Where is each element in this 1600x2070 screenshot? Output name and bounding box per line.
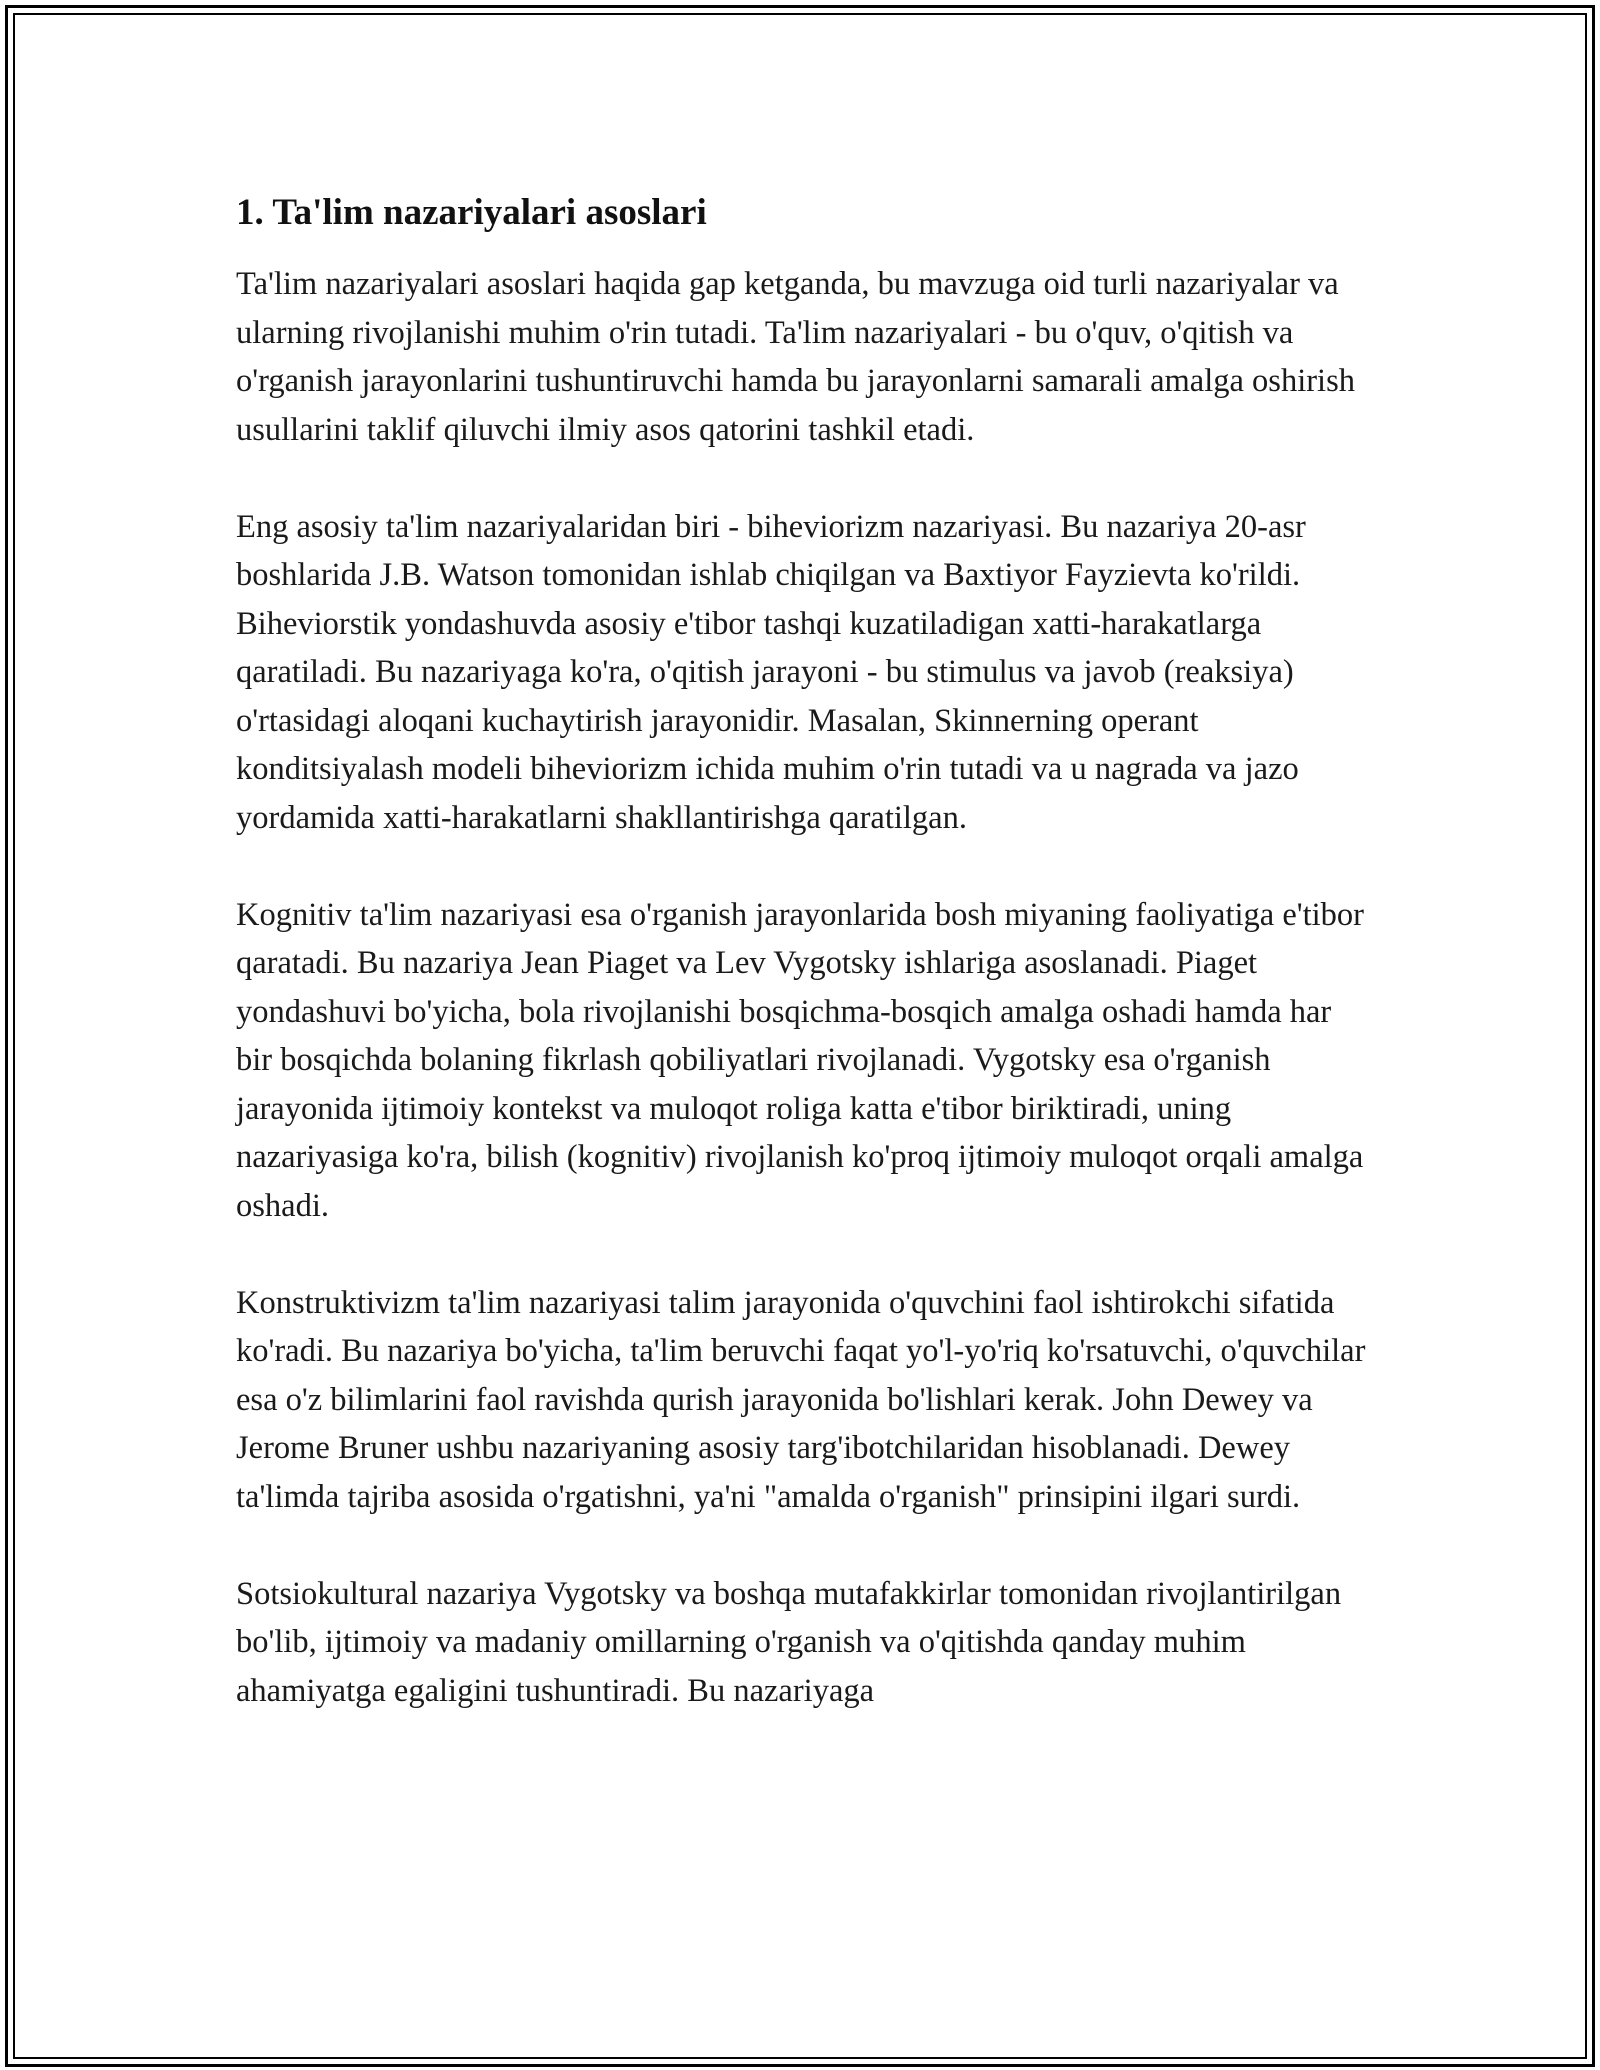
paragraph-cognitive: Kognitiv ta'lim nazariyasi esa o'rganish jarayonlarida bosh miyaning faoliyatiga e'tibor qaratadi. Bu nazariya Jean Piaget va Lev Vygotsky ishlariga asoslanadi. Piaget yondashuvi bo'yicha, bola rivojlanishi bosqichma-bosqich amalga oshadi hamda har bir bosqichda bolaning fikrlash qobiliyatlari rivojlanadi. Vygotsky esa o'rganish jarayonida ijtimoiy kontekst va muloqot roliga katta e'tibor biriktiradi, uning nazariyasiga ko'ra, bilish (kognitiv) rivojlanish ko'proq ijtimoiy muloqot orqali amalga oshadi. bbox=[236, 896, 1364, 1224]
section-heading: 1. Ta'lim nazariyalari asoslari bbox=[236, 192, 707, 233]
document-body bbox=[236, 186, 1366, 1764]
paragraph-constructivism: Konstruktivizm ta'lim nazariyasi talim jarayonida o'quvchini faol ishtirokchi sifatida ko'radi. Bu nazariya bo'yicha, ta'lim beruvchi faqat yo'l-yo'riq ko'rsatuvchi, o'quvchilar esa o'z bilimlarini faol ravishda qurish jarayonida bo'lishlari kerak. John Dewey va Jerome Bruner ushbu nazariyaning asosiy targ'ibotchilaridan hisoblanadi. Dewey ta'limda tajriba asosida o'rgatishni, ya'ni "amalda o'rganish" prinsipini ilgari surdi. bbox=[236, 1284, 1366, 1515]
paragraph-sociocultural: Sotsiokultural nazariya Vygotsky va boshqa mutafakkirlar tomonidan rivojlantirilgan bo'lib, ijtimoiy va madaniy omillarning o'rganish va o'qitishda qanday muhim ahamiyatga egaligini tushuntiradi. Bu nazariyaga bbox=[236, 1575, 1342, 1709]
paragraph-behaviorism: Eng asosiy ta'lim nazariyalaridan biri - biheviorizm nazariyasi. Bu nazariya 20-asr boshlarida J.B. Watson tomonidan ishlab chiqilgan va Baxtiyor Fayzievta ko'rildi. Biheviorstik yondashuvda asosiy e'tibor tashqi kuzatiladigan xatti-harakatlarga qaratiladi. Bu nazariyaga ko'ra, o'qitish jarayoni - bu stimulus va javob (reaksiya) o'rtasidagi aloqani kuchaytirish jarayonidir. Masalan, Skinnerning operant konditsiyalash modeli biheviorizm ichida muhim o'rin tutadi va u nagrada va jazo yordamida xatti-harakatlarni shakllantirishga qaratilgan. bbox=[236, 508, 1306, 836]
paragraph-intro: Ta'lim nazariyalari asoslari haqida gap ketganda, bu mavzuga oid turli nazariyalar va ularning rivojlanishi muhim o'rin tutadi. Ta'lim nazariyalari - bu o'quv, o'qitish va o'rganish jarayonlarini tushuntiruvchi hamda bu jarayonlarni samarali amalga oshirish usullarini taklif qiluvchi ilmiy asos qatorini tashkil etadi. bbox=[236, 266, 1355, 448]
